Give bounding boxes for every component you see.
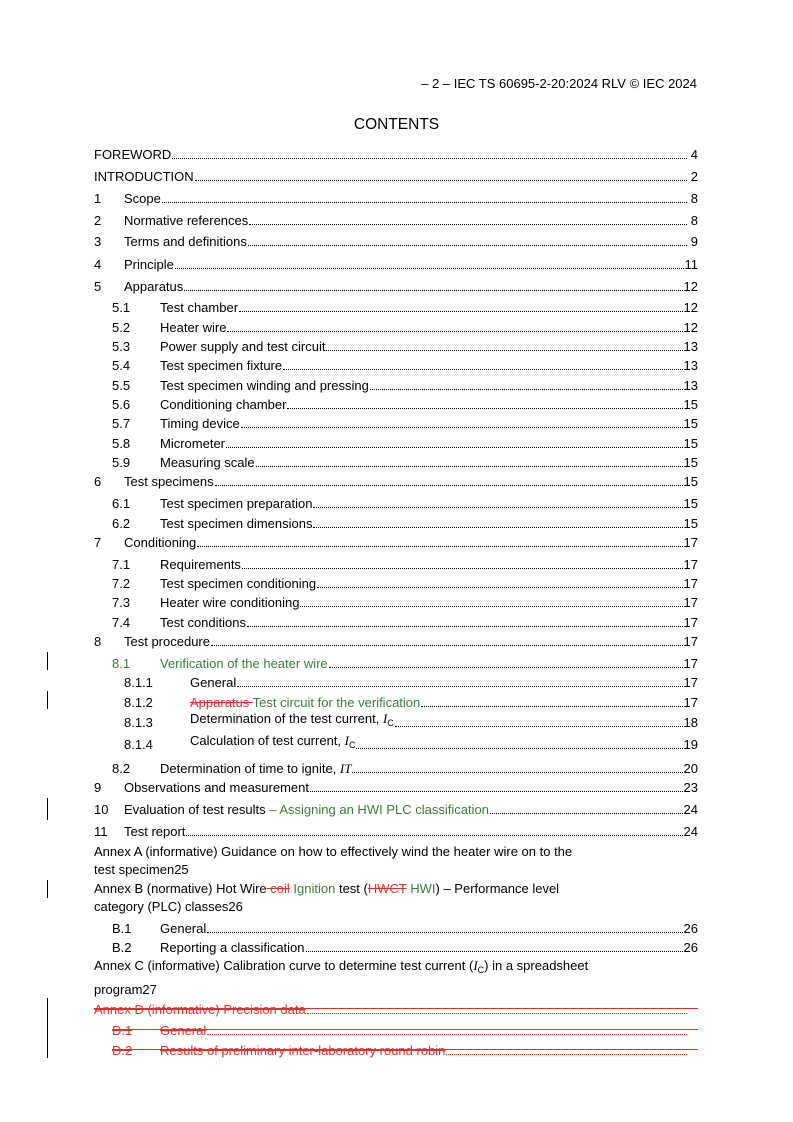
toc-entry-9[interactable]: 9 Observations and measurement 23 — [94, 780, 698, 795]
toc-entry-annex-a[interactable]: Annex A (informative) Guidance on how to effectively wind the heater wire on to the test specimen 25 — [94, 844, 573, 877]
change-bar — [47, 691, 48, 709]
toc-entry-d-1-deleted[interactable]: D.1 General — [112, 1020, 698, 1038]
deleted-text: Apparatus — [190, 695, 253, 710]
toc-entry-d-2-deleted[interactable]: D.2 Results of preliminary inter-laboratory round robin — [112, 1040, 698, 1058]
added-text: Test circuit for the verification — [252, 695, 421, 710]
toc-entry-foreword[interactable]: FOREWORD 4 — [94, 147, 698, 162]
toc-entry-8-1-1[interactable]: 8.1.1 General 17 — [124, 675, 698, 690]
toc-entry-8-1-3[interactable]: 8.1.3 Determination of the test current, $I_C$ 18 — [124, 711, 698, 730]
toc-entry-11[interactable]: 11 Test report 24 — [94, 824, 698, 839]
strikethrough-line — [112, 1029, 698, 1030]
toc-entry-5-9[interactable]: 5.9 Measuring scale 15 — [112, 455, 698, 470]
toc-entry-introduction[interactable]: INTRODUCTION 2 — [94, 169, 698, 184]
toc-entry-5-2[interactable]: 5.2 Heater wire 12 — [112, 320, 698, 335]
change-bar — [47, 880, 48, 898]
toc-entry-6[interactable]: 6 Test specimens 15 — [94, 474, 698, 489]
change-bar — [47, 798, 48, 820]
toc-entry-5-7[interactable]: 5.7 Timing device 15 — [112, 416, 698, 431]
toc-entry-8-1[interactable]: 8.1 Verification of the heater wire 17 — [112, 656, 698, 671]
page-header: – 2 – IEC TS 60695-2-20:2024 RLV © IEC 2024 — [421, 76, 697, 91]
toc-entry-7-3[interactable]: 7.3 Heater wire conditioning 17 — [112, 595, 698, 610]
toc-entry-7-2[interactable]: 7.2 Test specimen conditioning 17 — [112, 576, 698, 591]
toc-entry-4[interactable]: 4 Principle 11 — [94, 257, 698, 272]
toc-entry-5-4[interactable]: 5.4 Test specimen fixture 13 — [112, 358, 698, 373]
toc-entry-annex-b[interactable]: Annex B (normative) Hot Wire coil Ignition test (HWCT HWI) – Performance level category (PLC) classes 26 — [94, 881, 560, 914]
toc-entry-8-1-2[interactable]: 8.1.2 Apparatus Test circuit for the verification 17 — [124, 695, 698, 710]
toc-entry-7[interactable]: 7 Conditioning 17 — [94, 535, 698, 550]
added-text: – Assigning an HWI PLC classification — [265, 802, 489, 817]
toc-entry-10[interactable]: 10 Evaluation of test results – Assigning an HWI PLC classification 24 — [94, 802, 698, 817]
change-bar — [47, 652, 48, 670]
toc-entry-b-2[interactable]: B.2 Reporting a classification 26 — [112, 940, 698, 955]
toc-entry-5-1[interactable]: 5.1 Test chamber 12 — [112, 300, 698, 315]
toc-entry-1[interactable]: 1 Scope 8 — [94, 191, 698, 206]
toc-entry-7-1[interactable]: 7.1 Requirements 17 — [112, 557, 698, 572]
toc-entry-b-1[interactable]: B.1 General 26 — [112, 921, 698, 936]
toc-entry-5-3[interactable]: 5.3 Power supply and test circuit 13 — [112, 339, 698, 354]
toc-entry-5[interactable]: 5 Apparatus 12 — [94, 279, 698, 294]
toc-entry-annex-d-deleted[interactable]: Annex D (informative) Precision data — [94, 999, 698, 1017]
toc-entry-8[interactable]: 8 Test procedure 17 — [94, 634, 698, 649]
toc-entry-annex-c[interactable]: Annex C (informative) Calibration curve to determine test current $(I_C)$ in a spreadsheet program 27 — [94, 958, 589, 997]
toc-entry-5-8[interactable]: 5.8 Micrometer 15 — [112, 436, 698, 451]
strikethrough-line — [94, 1008, 698, 1009]
strikethrough-line — [112, 1049, 698, 1050]
page-title: CONTENTS — [353, 116, 440, 133]
change-bar — [47, 998, 48, 1058]
toc-entry-6-2[interactable]: 6.2 Test specimen dimensions 15 — [112, 516, 698, 531]
toc-entry-3[interactable]: 3 Terms and definitions 9 — [94, 234, 698, 249]
table-of-contents — [94, 0, 698, 1122]
toc-entry-7-4[interactable]: 7.4 Test conditions 17 — [112, 615, 698, 630]
toc-entry-5-6[interactable]: 5.6 Conditioning chamber 15 — [112, 397, 698, 412]
toc-entry-2[interactable]: 2 Normative references 8 — [94, 213, 698, 228]
toc-entry-8-1-4[interactable]: 8.1.4 Calculation of test current, $I_C$ 19 — [124, 733, 698, 752]
toc-entry-6-1[interactable]: 6.1 Test specimen preparation 15 — [112, 496, 698, 511]
toc-entry-5-5[interactable]: 5.5 Test specimen winding and pressing 13 — [112, 378, 698, 393]
toc-entry-8-2[interactable]: 8.2 Determination of time to ignite, IT 20 — [112, 761, 698, 776]
